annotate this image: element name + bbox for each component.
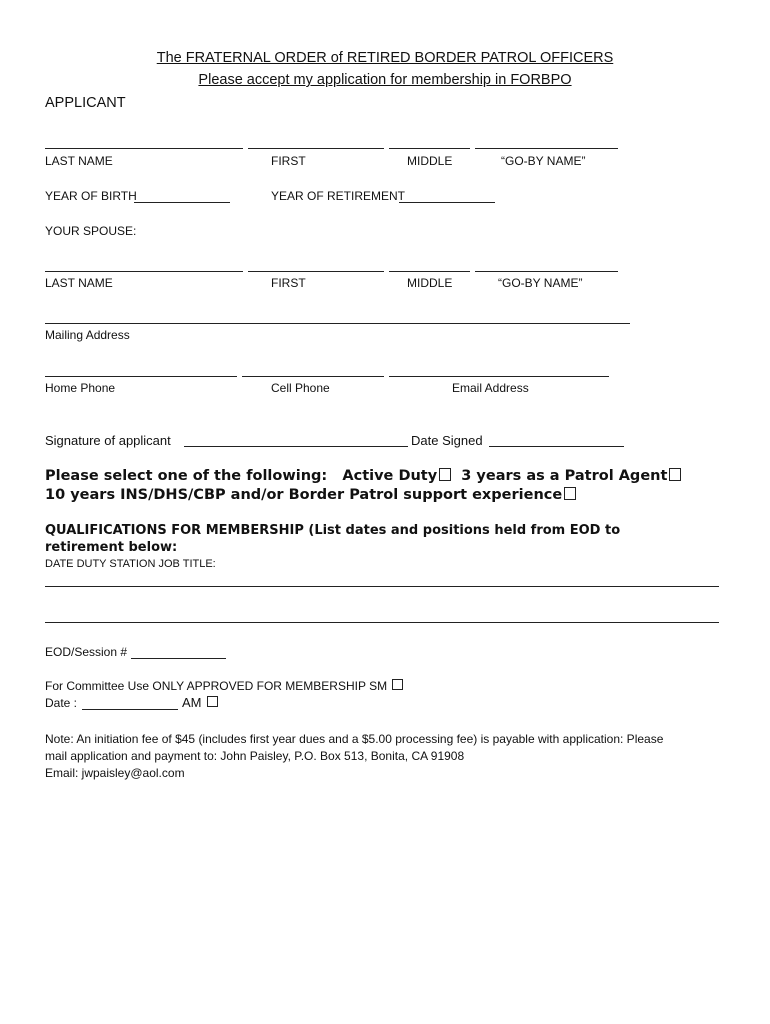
form-subtitle: Please accept my application for membership in FORBPO xyxy=(198,72,572,88)
applicant-last-name-line[interactable] xyxy=(45,148,243,149)
applicant-last-name-label: LAST NAME xyxy=(45,154,113,168)
mailing-address-line[interactable] xyxy=(45,323,630,324)
form-title: The FRATERNAL ORDER of RETIRED BORDER PATROL OFFICERS xyxy=(156,50,614,66)
spouse-goby-name-line[interactable] xyxy=(475,271,618,272)
home-phone-line[interactable] xyxy=(45,376,237,377)
committee-date-line[interactable] xyxy=(82,709,178,710)
applicant-heading: APPLICANT xyxy=(45,95,126,111)
mailing-address-label: Mailing Address xyxy=(45,328,130,342)
qualifications-line-2[interactable] xyxy=(45,622,719,623)
spouse-last-name-line[interactable] xyxy=(45,271,243,272)
email-address-line[interactable] xyxy=(389,376,609,377)
committee-date-label: Date : xyxy=(45,696,78,710)
committee-am-row xyxy=(182,695,218,710)
home-phone-label: Home Phone xyxy=(45,381,116,395)
active-duty-checkbox[interactable] xyxy=(439,468,451,481)
committee-am-label: AM xyxy=(182,695,202,710)
selection-row-2 xyxy=(45,487,576,503)
spouse-first-name-line[interactable] xyxy=(248,271,384,272)
spouse-first-name-label: FIRST xyxy=(271,276,306,290)
cell-phone-label: Cell Phone xyxy=(271,381,330,395)
committee-am-checkbox[interactable] xyxy=(207,696,218,707)
eod-session-line[interactable] xyxy=(131,658,226,659)
active-duty-label: Active Duty xyxy=(342,468,438,484)
support-experience-checkbox[interactable] xyxy=(564,487,576,500)
qualifications-heading: QUALIFICATIONS FOR MEMBERSHIP (List dates and positions held from EOD to xyxy=(45,523,621,538)
qualifications-heading-cont: retirement below: xyxy=(45,540,178,555)
eod-session-label: EOD/Session # xyxy=(45,645,128,659)
spouse-middle-name-label: MIDDLE xyxy=(407,276,453,290)
qualifications-columns: DATE DUTY STATION JOB TITLE: xyxy=(45,558,216,570)
date-signed-label: Date Signed xyxy=(411,433,483,448)
signature-label: Signature of applicant xyxy=(45,433,171,448)
email-address-label: Email Address xyxy=(452,381,529,395)
patrol-agent-label: 3 years as a Patrol Agent xyxy=(461,468,668,484)
spouse-goby-name-label: “GO-BY NAME” xyxy=(498,276,583,290)
year-of-retirement-label: YEAR OF RETIREMENT xyxy=(271,189,406,203)
date-signed-line[interactable] xyxy=(489,446,624,447)
signature-line[interactable] xyxy=(184,446,408,447)
qualifications-line-1[interactable] xyxy=(45,586,719,587)
spouse-middle-name-line[interactable] xyxy=(389,271,470,272)
applicant-first-name-line[interactable] xyxy=(248,148,384,149)
spouse-label: YOUR SPOUSE: xyxy=(45,224,137,238)
committee-sm-checkbox[interactable] xyxy=(392,679,403,690)
patrol-agent-checkbox[interactable] xyxy=(669,468,681,481)
selection-row-1 xyxy=(45,468,681,484)
applicant-middle-name-label: MIDDLE xyxy=(407,154,453,168)
committee-label: For Committee Use ONLY APPROVED FOR MEMBERSHIP SM xyxy=(45,679,388,693)
selection-prompt: Please select one of the following: xyxy=(45,468,328,484)
applicant-middle-name-line[interactable] xyxy=(389,148,470,149)
note-email: Email: jwpaisley@aol.com xyxy=(45,766,185,780)
year-of-birth-line[interactable] xyxy=(134,202,230,203)
cell-phone-line[interactable] xyxy=(242,376,384,377)
year-of-birth-label: YEAR OF BIRTH xyxy=(45,189,137,203)
applicant-goby-name-label: “GO-BY NAME” xyxy=(501,154,586,168)
support-experience-label: 10 years INS/DHS/CBP and/or Border Patrol support experience xyxy=(45,487,563,503)
applicant-goby-name-line[interactable] xyxy=(475,148,618,149)
note-line-2: mail application and payment to: John Paisley, P.O. Box 513, Bonita, CA 91908 xyxy=(45,749,465,763)
spouse-last-name-label: LAST NAME xyxy=(45,276,113,290)
committee-row xyxy=(45,679,403,693)
note-line-1: Note: An initiation fee of $45 (includes first year dues and a $5.00 processing fee) is payable with application: Please xyxy=(45,732,664,746)
year-of-retirement-line[interactable] xyxy=(399,202,495,203)
applicant-first-name-label: FIRST xyxy=(271,154,306,168)
